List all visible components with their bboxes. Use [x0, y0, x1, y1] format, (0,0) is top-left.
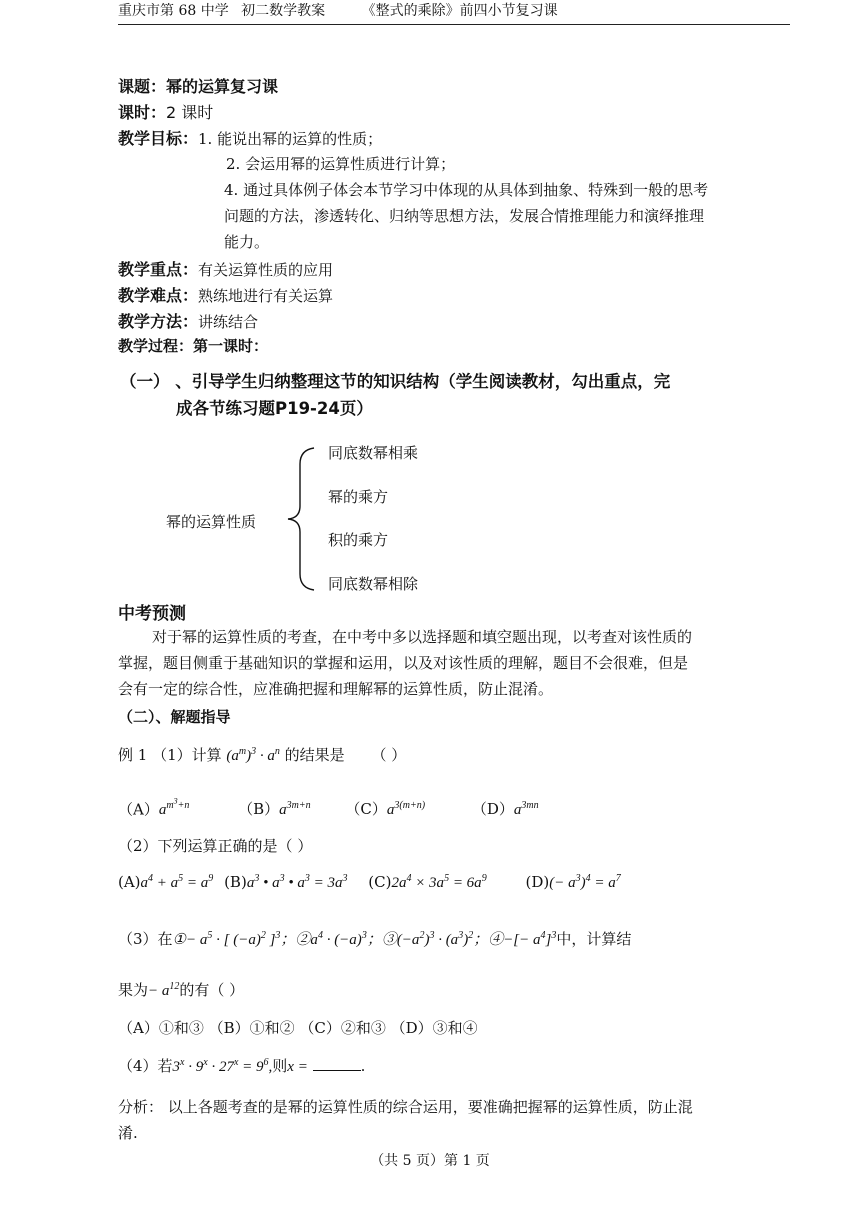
process-label: 教学过程：第一课时：	[118, 337, 269, 355]
brace-icon	[284, 446, 320, 592]
q1-option-b-label: （B）	[238, 800, 280, 819]
q4-then: 则	[272, 1057, 288, 1075]
q3-line2-prefix: 果为	[118, 981, 149, 999]
analysis-line-1: 分析： 以上各题考查的是幂的运算性质的综合运用，要准确把握幂的运算性质，防止混	[118, 1098, 693, 1116]
goals-label: 教学目标：	[118, 129, 199, 148]
page-footer: （共 5 页）第 1 页	[370, 1153, 490, 1169]
q3-mid: 中，计算结	[556, 930, 632, 948]
q4-var: x =	[287, 1059, 308, 1075]
q1-option-c: $a^{3(m+n)}$	[386, 800, 426, 819]
analysis-line-2: 淆.	[118, 1124, 138, 1142]
q1-option-a: $a^{m^3+n}$	[158, 797, 190, 819]
q3-prefix: （3）在	[118, 930, 173, 948]
key-value: 有关运算性质的应用	[198, 261, 334, 279]
example-q4: （4）若$3^x \cdot 9^x \cdot 27^x = 9^6$,则x = .	[118, 1057, 366, 1075]
exam-heading: 中考预测	[118, 604, 186, 624]
example-q3	[118, 928, 631, 949]
difficulty-label: 教学难点：	[118, 286, 199, 305]
example-q2: （2）下列运算正确的是（ ）	[118, 837, 313, 855]
q3-result: − $a^{12}$	[148, 981, 180, 999]
structure-item-3: 积的乘方	[328, 531, 389, 549]
title-line	[118, 74, 278, 97]
q1-suffix: 的结果是	[284, 746, 345, 764]
q1-option-d: $a^{3mn}$	[513, 800, 539, 819]
q1-prefix: 例 1 （1）计算	[118, 746, 222, 764]
header-school: 重庆市第 68 中学	[118, 3, 229, 19]
q3-line2-suffix: 的有（ ）	[179, 981, 245, 999]
section1-heading-line2: 成各节练习题P19-24页）	[176, 399, 373, 418]
method-value: 讲练结合	[198, 313, 259, 331]
exam-line-2: 掌握，题目侧重于基础知识的掌握和运用，以及对该性质的理解，题目不会很难，但是	[118, 654, 689, 672]
difficulty-value: 熟练地进行有关运算	[198, 287, 334, 305]
section1-heading-line1: （一） 、引导学生归纳整理这节的知识结构（学生阅读教材，勾出重点，完	[120, 372, 671, 391]
method-label: 教学方法：	[118, 312, 199, 331]
exam-line-1: 对于幂的运算性质的考查，在中考中多以选择题和填空题出现，以考查对该性质的	[152, 628, 693, 646]
q2-options	[118, 873, 621, 892]
q3-formulas: ①− $a^5$ · [ $(-a)^2$ ]$^3$；$②a^4 \cdot (-a)^3$；$③(-a^2)^3 \cdot (a^3)^2$；④−[− $a^4]^3$	[172, 930, 557, 948]
structure-item-2: 幂的乘方	[328, 488, 389, 506]
period-label: 课时：	[118, 103, 167, 122]
title-value: 幂的运算复习课	[166, 77, 279, 96]
goal-4-line2: 问题的方法，渗透转化、归纳等思想方法，发展合情推理能力和演绎推理	[224, 207, 705, 225]
goal-2: 2. 会运用幂的运算性质进行计算；	[226, 155, 456, 173]
exam-line-3: 会有一定的综合性，应准确把握和理解幂的运算性质，防止混淆。	[118, 680, 554, 698]
q1-option-c-label: （C）	[345, 800, 387, 819]
section2-heading: （二）、解题指导	[118, 708, 231, 726]
example-q3-line2	[118, 979, 244, 1000]
period-line	[118, 100, 213, 123]
goals-line	[118, 126, 382, 149]
q2-option-b: $(B)a^3$ • $a^3$ • $a^3 = 3a^3$	[224, 873, 348, 891]
q1-option-d-label: （D）	[471, 800, 514, 819]
difficulty-line	[118, 283, 333, 306]
q1-formula: $(a^m)^3 \cdot a^n$	[226, 746, 280, 764]
method-line	[118, 309, 258, 332]
q2-option-d: $(D)(- a^3)^4 = a^7$	[525, 873, 621, 891]
q1-option-b: $a^{3m+n}$	[279, 800, 311, 819]
q1-option-a-label: （A）	[118, 800, 159, 819]
structure-item-1: 同底数幂相乘	[328, 444, 419, 462]
header-unit: 《整式的乘除》前四小节复习课	[361, 3, 558, 19]
q2-option-c: $(C)2a^4 \times 3a^5 = 6a^9$	[368, 873, 487, 891]
page-header	[118, 0, 790, 25]
goal-1: 1. 能说出幂的运算的性质；	[198, 130, 383, 148]
structure-root: 幂的运算性质	[166, 513, 257, 531]
period-value: 2 课时	[166, 103, 214, 122]
q1-options	[118, 797, 539, 819]
example-q1	[118, 744, 406, 765]
q4-prefix: （4）若	[118, 1057, 173, 1075]
structure-item-4: 同底数幂相除	[328, 575, 419, 593]
goal-4-line1: 4. 通过具体例子体会本节学习中体现的从具体到抽象、特殊到一般的思考	[224, 181, 709, 199]
key-line	[118, 257, 333, 280]
goal-4-line3: 能力。	[224, 233, 270, 251]
header-course: 初二数学教案	[241, 3, 326, 19]
title-label: 课题：	[118, 77, 167, 96]
q2-option-a: $(A)a^4 + a^5 = a^9$	[118, 873, 214, 891]
q4-formula: $3^x \cdot 9^x \cdot 27^x = 9^6$,	[172, 1057, 273, 1075]
key-label: 教学重点：	[118, 260, 199, 279]
q3-options: （A）①和③ （B）①和② （C）②和③ （D）③和④	[118, 1019, 478, 1037]
q4-answer-blank[interactable]	[313, 1056, 361, 1071]
q1-paren: （ ）	[371, 746, 407, 764]
